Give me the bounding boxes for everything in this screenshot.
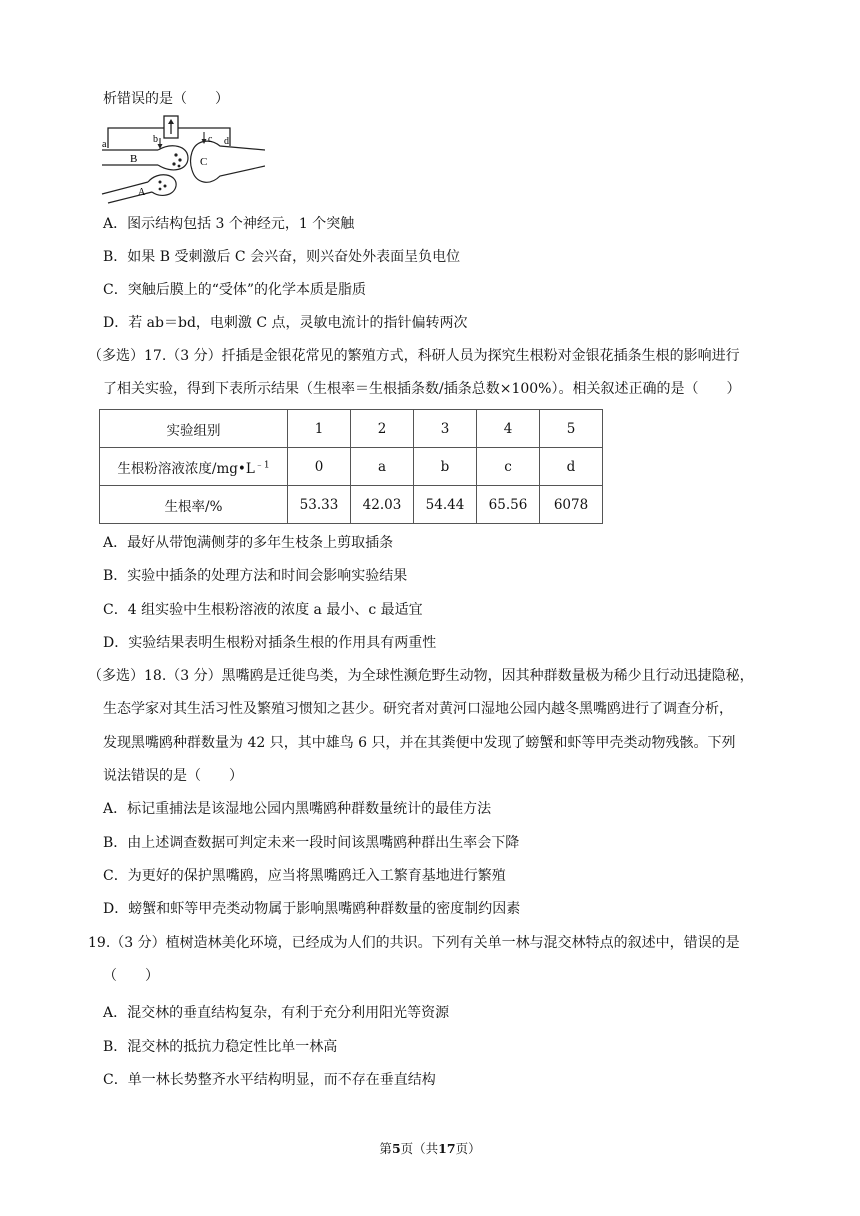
table-cell: 生根率/% (100, 486, 288, 524)
q16-stem-tail: 析错误的是（ ） (103, 91, 229, 107)
table-cell: b (414, 448, 477, 486)
neuron-synapse-diagram (100, 112, 265, 204)
q16-option-b: B．如果 B 受刺激后 C 会兴奋，则兴奋处外表面呈负电位 (103, 249, 461, 265)
q18-stem-line1: （多选）18.（3 分）黑嘴鸥是迁徙鸟类，为全球性濒危野生动物，因其种群数量极为稀少且行动迅捷隐秘， (88, 668, 754, 684)
table-cell: a (351, 448, 414, 486)
table-row (100, 448, 603, 486)
table-cell: 0 (288, 448, 351, 486)
table-cell: 65.56 (477, 486, 540, 524)
table-cell: 4 (477, 410, 540, 448)
q18-stem-line3: 发现黑嘴鸥种群数量为 42 只，其中雄鸟 6 只，并在其粪便中发现了螃蟹和虾等甲壳类动物残骸。下列 (103, 735, 736, 751)
q17-option-c: C．4 组实验中生根粉溶液的浓度 a 最小、c 最适宜 (103, 602, 423, 618)
q16-option-a: A．图示结构包括 3 个神经元，1 个突触 (103, 216, 355, 232)
page-footer (0, 1140, 860, 1158)
table-row (100, 410, 603, 448)
table-cell: 42.03 (351, 486, 414, 524)
diagram-label-C: C (200, 156, 208, 168)
q19-option-b: B．混交林的抵抗力稳定性比单一林高 (103, 1039, 338, 1055)
diagram-label-a: a (102, 139, 107, 150)
q17-option-a: A．最好从带饱满侧芽的多年生枝条上剪取插条 (103, 535, 394, 551)
q19-stem-line1: 19.（3 分）植树造林美化环境，已经成为人们的共识。下列有关单一林与混交林特点的叙述中，错误的是 (88, 935, 740, 951)
table-cell: 5 (540, 410, 603, 448)
table-cell: 54.44 (414, 486, 477, 524)
table-cell: 1 (288, 410, 351, 448)
q17-option-d: D．实验结果表明生根粉对插条生根的作用具有两重性 (103, 635, 437, 651)
table-cell (100, 448, 288, 486)
q17-results-table (99, 409, 603, 524)
diagram-label-c: c (208, 134, 213, 145)
footer-suffix: 页） (455, 1141, 481, 1156)
q18-option-d: D．螃蟹和虾等甲壳类动物属于影响黑嘴鸥种群数量的密度制约因素 (103, 901, 521, 917)
diagram-label-b: b (153, 134, 158, 145)
diagram-label-A: A (138, 187, 146, 198)
q18-option-b: B．由上述调查数据可判定未来一段时间该黑嘴鸥种群出生率会下降 (103, 835, 520, 851)
concentration-header: 生根粉溶液浓度/mg•L (117, 460, 255, 477)
table-cell: 2 (351, 410, 414, 448)
table-cell: d (540, 448, 603, 486)
q16-option-d: D．若 ab＝bd，电刺激 C 点，灵敏电流计的指针偏转两次 (103, 315, 468, 331)
q18-option-a: A．标记重捕法是该湿地公园内黑嘴鸥种群数量统计的最佳方法 (103, 801, 492, 817)
table-cell: 53.33 (288, 486, 351, 524)
unit-exponent: ﹣1 (254, 460, 270, 470)
q19-option-a: A．混交林的垂直结构复杂，有利于充分利用阳光等资源 (103, 1005, 450, 1021)
q18-option-c: C．为更好的保护黑嘴鸥，应当将黑嘴鸥迁入工繁育基地进行繁殖 (103, 868, 506, 884)
table-row (100, 486, 603, 524)
table-cell: 6078 (540, 486, 603, 524)
q19-stem-line2: （ ） (103, 968, 159, 984)
footer-middle: 页（共 (400, 1141, 439, 1156)
table-cell: c (477, 448, 540, 486)
diagram-label-d: d (224, 136, 229, 147)
q18-stem-line2: 生态学家对其生活习性及繁殖习惯知之甚少。研究者对黄河口湿地公园内越冬黑嘴鸥进行了调查分析， (103, 701, 733, 717)
q17-option-b: B．实验中插条的处理方法和时间会影响实验结果 (103, 568, 408, 584)
footer-page-number: 5 (391, 1141, 401, 1156)
q18-stem-line4: 说法错误的是（ ） (103, 768, 243, 784)
table-cell: 实验组别 (100, 410, 288, 448)
q16-option-c: C．突触后膜上的“受体”的化学本质是脂质 (103, 282, 367, 298)
q17-stem-line1: （多选）17.（3 分）扦插是金银花常见的繁殖方式，科研人员为探究生根粉对金银花插条生根的影响进行 (88, 348, 740, 364)
diagram-label-B: B (130, 153, 138, 165)
q17-stem-line2: 了相关实验，得到下表所示结果（生根率＝生根插条数/插条总数×100%）。相关叙述正确的是（ ） (103, 381, 741, 397)
table-cell: 3 (414, 410, 477, 448)
q19-option-c: C．单一林长势整齐水平结构明显，而不存在垂直结构 (103, 1072, 436, 1088)
footer-total-pages: 17 (438, 1141, 456, 1156)
footer-prefix: 第 (379, 1141, 392, 1156)
